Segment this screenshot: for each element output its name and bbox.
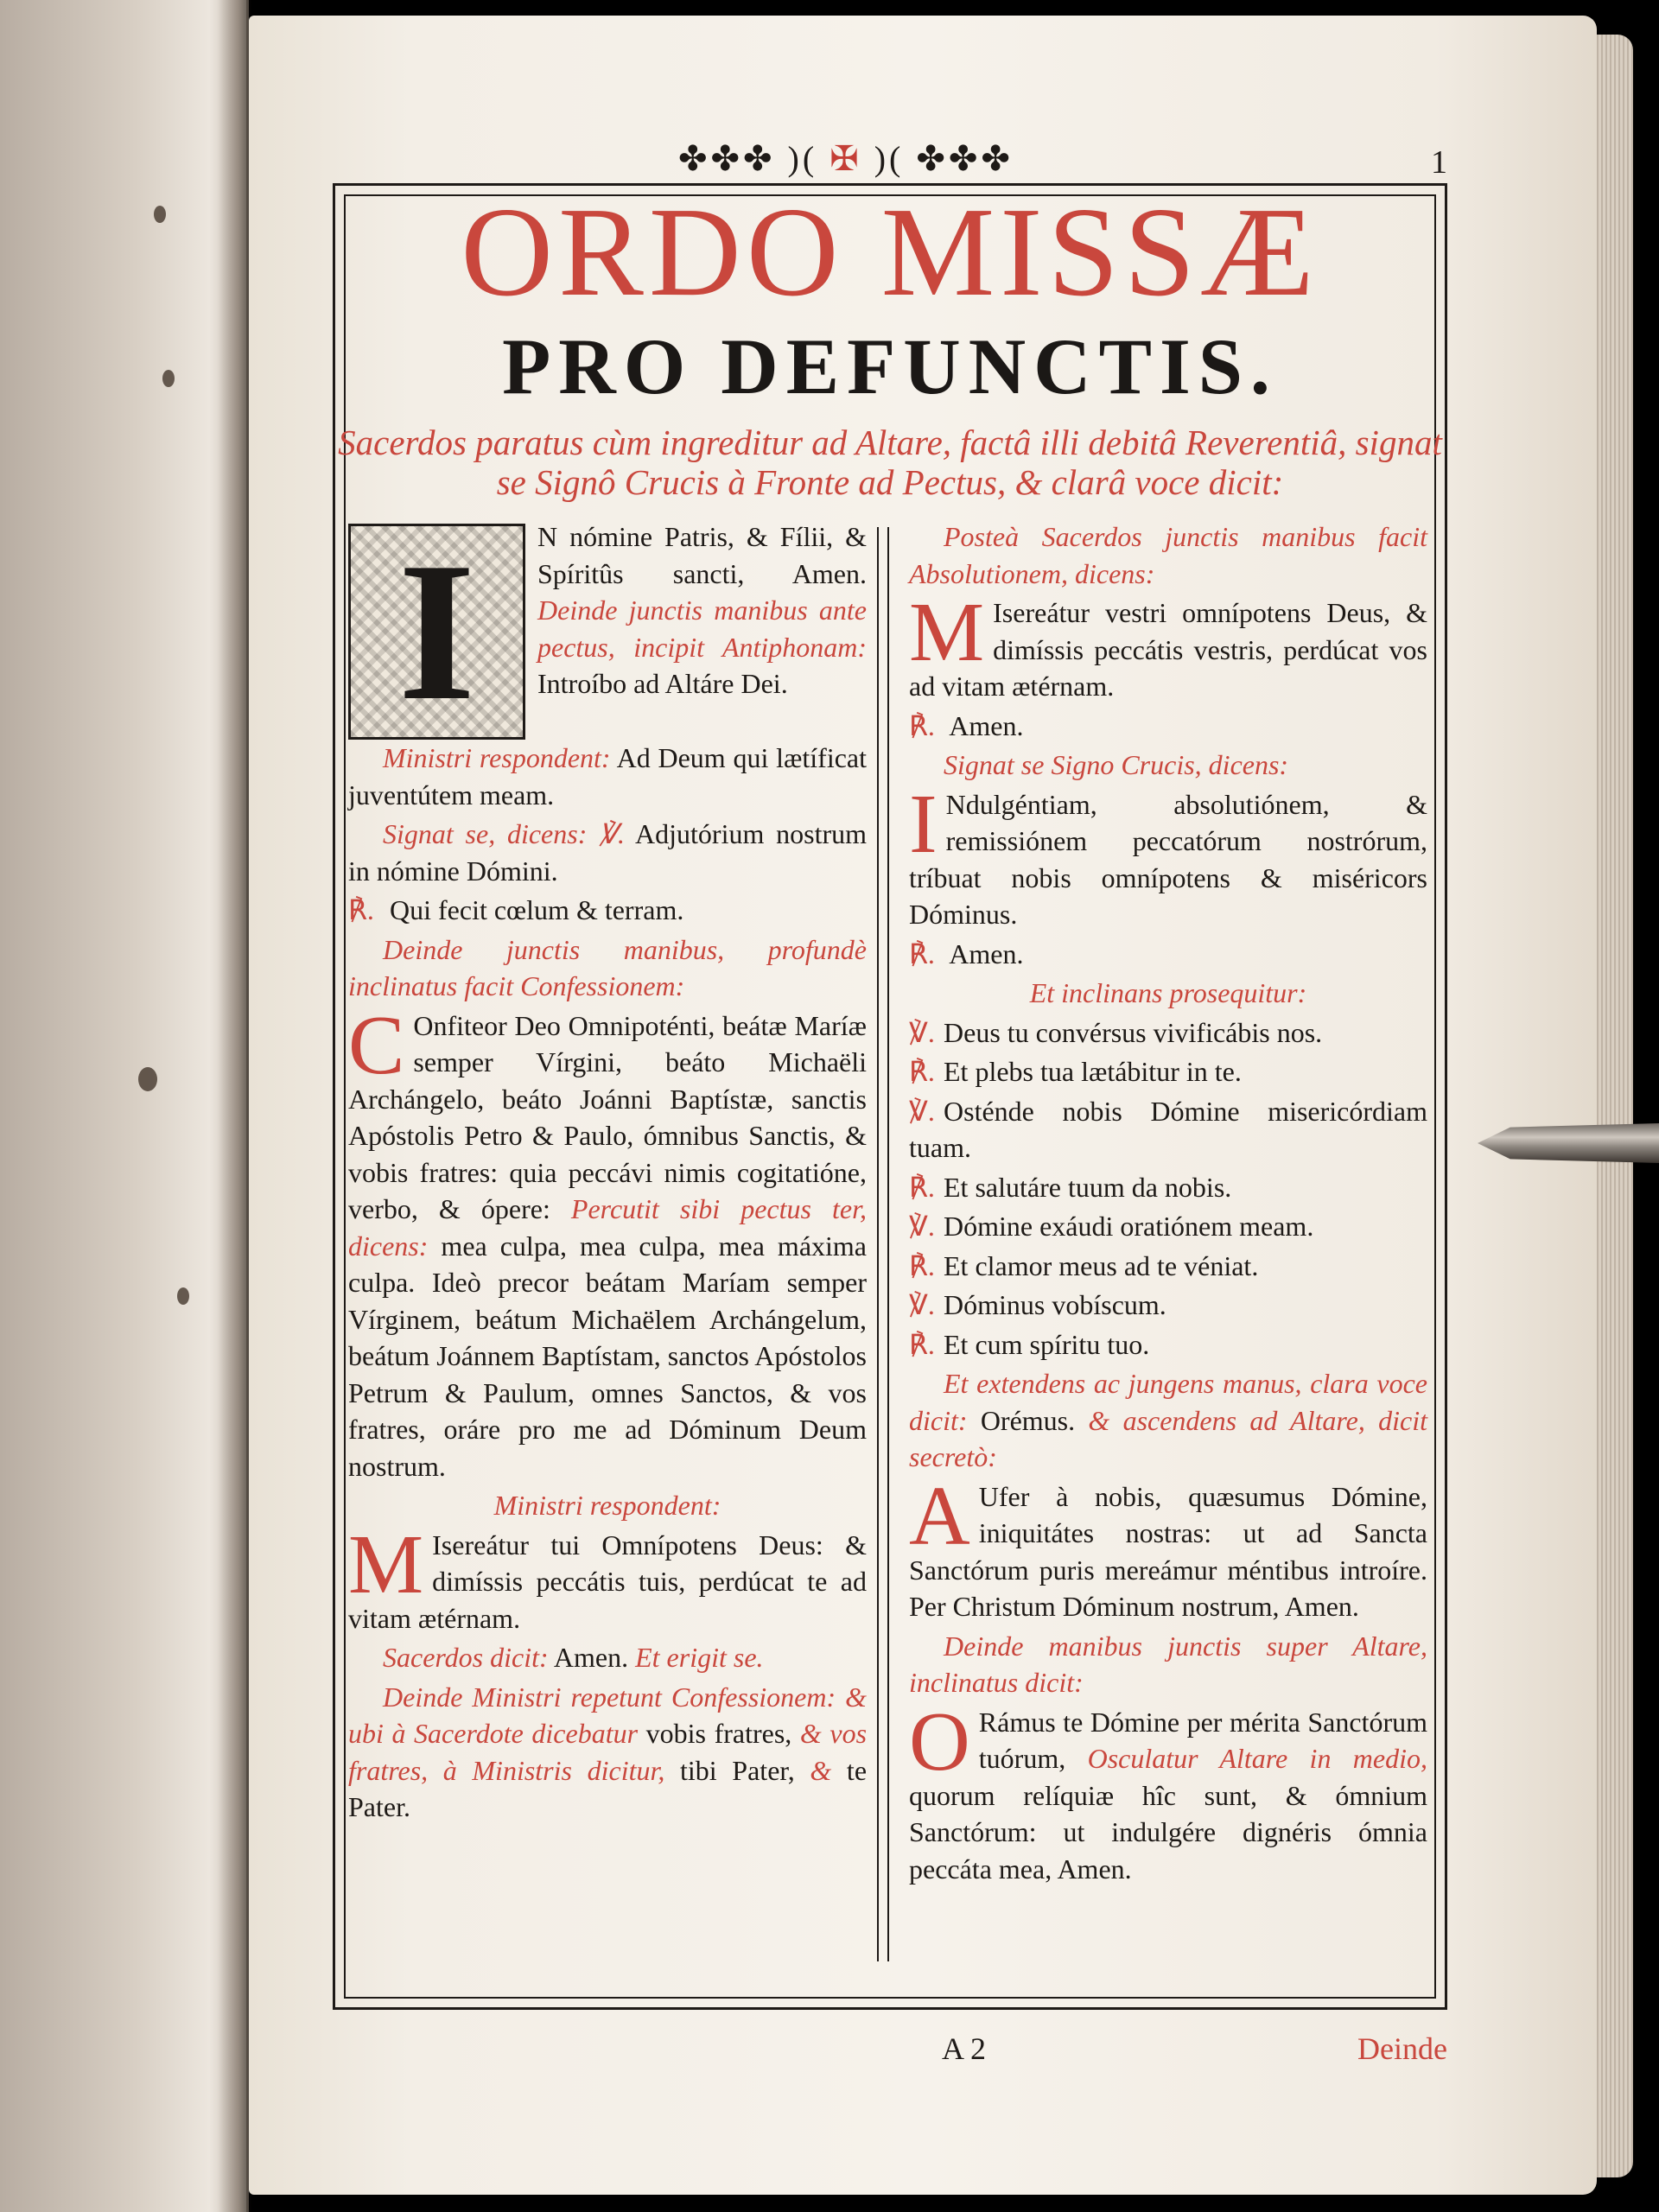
in-nomine-paragraph: [348, 518, 867, 741]
qui-fecit-text: Qui fecit cœlum & terram.: [390, 894, 684, 925]
versicle-symbol: ℣.: [909, 1289, 935, 1320]
book-gutter: [218, 0, 252, 2212]
ornament-left: ✤✤✤ )(: [678, 139, 818, 178]
drop-cap: M: [909, 586, 985, 679]
foxing-spot: [154, 206, 166, 223]
confiteor-paragraph: [348, 998, 868, 1485]
response-symbol: ℟.: [909, 1328, 935, 1360]
foxing-spot: [177, 1287, 189, 1305]
printed-area: [333, 138, 1447, 2066]
signature-mark: A 2: [942, 2031, 987, 2066]
rubric: & ascendens ad Altare, dicit secretò:: [909, 1404, 1428, 1472]
misereatur-paragraph: [348, 1517, 867, 1637]
amen-text: Amen.: [949, 938, 1024, 969]
versicle-line: [909, 1326, 1427, 1363]
rubric-intro: Sacerdos paratus cùm ingreditur ad Altare, factâ illi debitâ Reverentiâ, signat se Signô Crucis à Fronte ad Pectus, & clarâ voce dicit:: [338, 423, 1442, 502]
versicle-text: Osténde nobis Dómine misericórdiam tuam.: [909, 1095, 1427, 1163]
drop-cap: O: [909, 1694, 970, 1789]
column-divider: [877, 527, 889, 1961]
oremus-paragraph: [909, 1365, 1427, 1476]
rubric: Et erigit se.: [635, 1642, 764, 1673]
rubric: Signat se Signo Crucis, dicens:: [944, 749, 1289, 780]
versicle-list: [909, 1014, 1427, 1363]
amen-line: [909, 936, 1427, 973]
versicle-symbol: ℣.: [909, 1016, 935, 1048]
oramus-paragraph: [909, 1694, 1428, 1888]
ad-deum-text: Ad Deum qui lætíficat juventútem meam.: [348, 742, 867, 810]
response-paragraph: [348, 740, 867, 813]
response-symbol: ℟.: [909, 938, 935, 969]
amen-text: Amen.: [949, 709, 1024, 741]
versicle-text: Et plebs tua lætábitur in te.: [944, 1056, 1242, 1087]
drop-cap: M: [348, 1517, 424, 1611]
rubric: Posteà Sacerdos junctis manibus facit Absolutionem, dicens:: [909, 521, 1427, 589]
oremus-text: Orémus.: [980, 1404, 1076, 1436]
left-column: [348, 518, 867, 1828]
versicle-line: [909, 1014, 1427, 1052]
versicle-text: Deus tu convérsus vivificábis nos.: [944, 1016, 1323, 1048]
right-column: [909, 518, 1427, 1890]
oramus-text-b: quorum relíquiæ hîc sunt, & ómnium Sanctórum: ut indulgére dignéris ómnia peccáta mea, Amen.: [909, 1779, 1427, 1885]
indulgentiam-paragraph: [909, 777, 1427, 933]
sacerdos-dicit-paragraph: [348, 1639, 867, 1676]
drop-cap: A: [909, 1469, 970, 1563]
qui-fecit-paragraph: [348, 892, 867, 929]
ornament-right: )( ✤✤✤: [874, 139, 1014, 178]
versicle-line: [909, 1208, 1427, 1245]
te-pater-text: te Pater.: [348, 1754, 868, 1822]
rubric: Deinde junctis manibus, profundè inclinatus facit Confessionem:: [348, 933, 867, 1001]
rubric: Deinde junctis manibus ante pectus, incipit Antiphonam:: [537, 594, 867, 663]
versicle-symbol: ℣.: [909, 1211, 935, 1242]
page-footer: [333, 2031, 1447, 2082]
adjutorium-paragraph: [348, 816, 867, 889]
versicle-text: Dóminus vobíscum.: [944, 1289, 1166, 1320]
head-ornament: [678, 138, 1014, 181]
response-symbol: ℟.: [909, 1249, 935, 1281]
rubric: Et extendens ac jungens manus, clara voce dicit:: [909, 1368, 1427, 1436]
rubric: Et inclinans prosequitur:: [1029, 977, 1307, 1008]
versicle-line: [909, 1093, 1427, 1166]
rubric: Deinde manibus junctis super Altare, inclinatus dicit:: [909, 1630, 1427, 1698]
drop-cap: C: [348, 998, 405, 1092]
versicle-line: [909, 1169, 1427, 1206]
vobis-fratres-text: vobis fratres,: [645, 1718, 792, 1749]
repetunt-paragraph: [348, 1679, 867, 1826]
indulgentiam-text: Ndulgéntiam, absolutiónem, & remissiónem peccatórum nostrórum, tríbuat nobis omnípotens & miséricors Dóminus.: [909, 788, 1427, 930]
rubric: Sacerdos dicit:: [383, 1642, 549, 1673]
drop-cap: I: [909, 777, 938, 871]
foxing-spot: [162, 370, 175, 387]
decorated-initial: I: [348, 524, 525, 740]
rubric: Ministri respondent:: [493, 1490, 721, 1521]
catchword: Deinde: [1357, 2031, 1447, 2066]
rubric: Deinde Ministri repetunt Confessionem: & ubi à Sacerdote dicebatur: [348, 1681, 867, 1749]
confiteor-text-a: Onfiteor Deo Omnipoténti, beátæ Maríæ semper Vírgini, beáto Michaëli Archángelo, beáto Joánni Baptístæ, sanctis Apóstolis Petro & Paulo, ómnibus Sanctis, & vobis fratres: quia peccávi nimis cogitatióne, verbo, & ópere:: [348, 1009, 867, 1224]
rubric: Ministri respondent:: [383, 742, 611, 773]
response-symbol: ℟.: [348, 894, 374, 925]
versicle-symbol: ℣.: [909, 1095, 935, 1127]
response-symbol: ℟.: [909, 1171, 935, 1203]
page-title: ORDO MISSÆ: [461, 181, 1319, 323]
versicle-symbol: ℣.: [599, 818, 626, 849]
aufer-text: Ufer à nobis, quæsumus Dómine, iniquitátes nostras: ut ad Sancta Sanctórum puris mereámur méntibus introíre. Per Christum Dóminum nostrum, Amen.: [909, 1480, 1427, 1622]
versicle-text: Et salutáre tuum da nobis.: [944, 1171, 1232, 1203]
amen-text: Amen.: [553, 1642, 629, 1673]
misereatur-vestri-paragraph: [909, 586, 1427, 705]
misereatur-text: Isereátur tui Omnípotens Deus: & dimíssis peccátis tuis, perdúcat te ad vitam ætérnam.: [348, 1529, 867, 1634]
rubric: Percutit sibi pectus ter, dicens:: [348, 1193, 868, 1262]
page-subtitle: PRO DEFUNCTIS.: [502, 322, 1278, 410]
confiteor-text-b: mea culpa, mea culpa, mea máxima culpa. Ideò precor beátam Maríam semper Vírginem, beátum Michaëlem Archángelum, beátum Joánnem Baptístam, sanctos Apóstolos Petrum & Paulum, omnes Sanctos, & vos fratres, oráre pro me ad Dóminum Deum nostrum.: [348, 1230, 868, 1482]
response-symbol: ℟.: [909, 1056, 935, 1087]
foxing-spot: [138, 1067, 157, 1091]
response-symbol: ℟.: [909, 709, 935, 741]
page-number: 1: [1431, 144, 1447, 181]
cross-icon: ✠: [830, 139, 862, 178]
amen-line: [909, 708, 1427, 745]
adjutorium-text: Adjutórium nostrum in nómine Dómini.: [348, 818, 868, 887]
versicle-text: Et clamor meus ad te véniat.: [944, 1249, 1259, 1281]
left-page-edge: [0, 0, 249, 2212]
rubric: Osculatur Altare in medio,: [1087, 1743, 1428, 1774]
rubric: Signat se, dicens:: [383, 818, 588, 849]
versicle-line: [909, 1287, 1427, 1324]
versicle-text: Dómine exáudi oratiónem meam.: [944, 1211, 1314, 1242]
rubric: & vos fratres, à Ministris dicitur,: [348, 1718, 868, 1786]
aufer-paragraph: [909, 1469, 1427, 1625]
versicle-line: [909, 1248, 1427, 1285]
versicle-line: [909, 1053, 1427, 1090]
in-nomine-text: N nómine Patris, & Fílii, & Spíritûs sancti, Amen.: [537, 521, 867, 589]
tibi-pater-text: tibi Pater,: [680, 1754, 795, 1786]
rubric: &: [810, 1754, 832, 1786]
misereatur-vestri-text: Isereátur vestri omnípotens Deus, & dimíssis peccátis vestris, perdúcat vos ad vitam ætérnam.: [909, 597, 1427, 702]
versicle-text: Et cum spíritu tuo.: [944, 1328, 1150, 1360]
introibo-text: Introíbo ad Altáre Dei.: [537, 668, 788, 699]
oramus-text-a: Rámus te Dómine per mérita Sanctórum tuórum,: [978, 1706, 1427, 1774]
